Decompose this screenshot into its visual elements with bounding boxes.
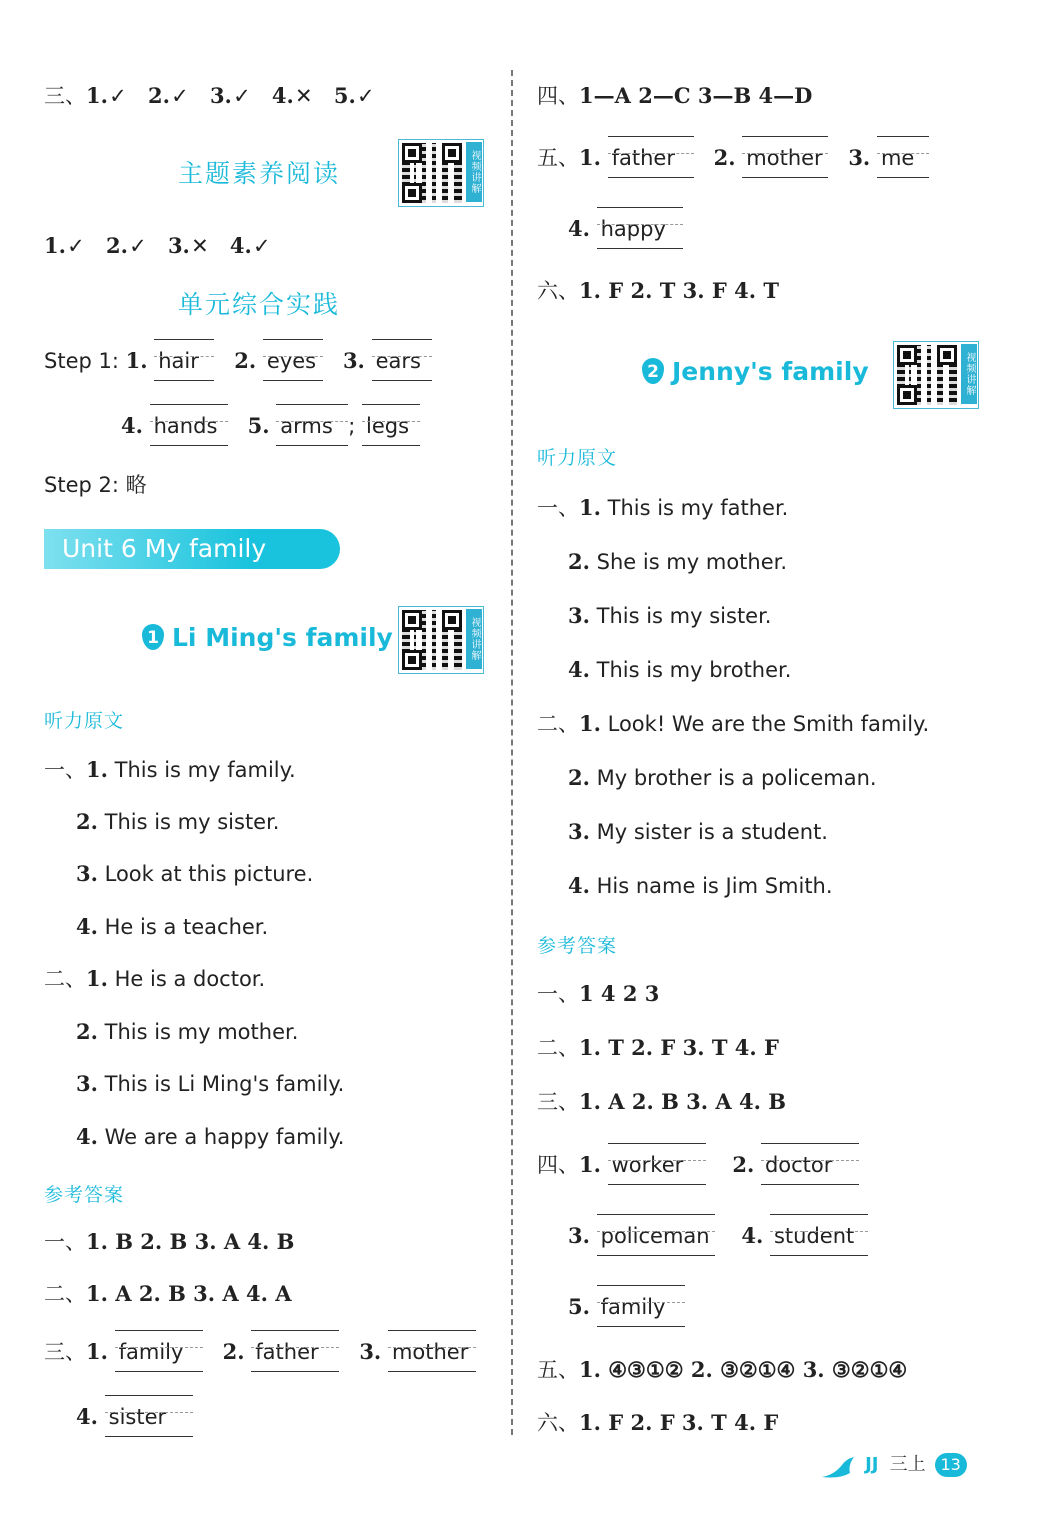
step1-label: Step 1: — [44, 349, 119, 373]
check-icon: ✓ — [67, 234, 85, 258]
ans-san-4 — [76, 1403, 193, 1431]
qr-code-icon[interactable] — [398, 606, 484, 674]
answer-word: father — [611, 146, 675, 170]
answer-blank — [115, 1338, 203, 1366]
listening-title: 听力原文 — [537, 447, 618, 469]
reading-row — [44, 232, 272, 260]
qr-corner — [897, 345, 917, 365]
qr-caption: 视频讲解 — [466, 142, 482, 202]
listen-yi-3 — [76, 860, 313, 888]
ans2-liu-row — [537, 1409, 778, 1437]
answer-blank — [597, 215, 683, 243]
sentence: My sister is a student. — [596, 820, 828, 844]
answer-word: hands — [153, 414, 218, 438]
listen-er-3 — [76, 1070, 344, 1098]
check-icon: ✓ — [109, 84, 127, 108]
answer-text: 1. F 2. T 3. F 4. T — [579, 278, 779, 303]
item-num: 1. — [579, 1152, 601, 1177]
item-num: 2. — [568, 765, 590, 790]
sentence: This is my sister. — [596, 604, 772, 628]
section-label: 五、 — [537, 146, 579, 170]
section-label: 二、 — [44, 967, 86, 991]
right-wu-row — [537, 144, 929, 172]
check-icon: ✓ — [171, 84, 189, 108]
answer-text: 1. ④③①② 2. ③②①④ 3. ③②①④ — [579, 1357, 908, 1382]
ans2-yi-row — [537, 980, 659, 1008]
item-num: 3. — [167, 233, 190, 258]
answer-text: 1. F 2. F 3. T 4. F — [579, 1410, 779, 1435]
footer-logo-text: JJ — [865, 1454, 879, 1475]
item-num: 1. — [125, 348, 148, 373]
answer-word: mother — [391, 1340, 469, 1364]
sentence: She is my mother. — [596, 550, 788, 574]
answer-text: 1—A 2—C 3—B 4—D — [579, 83, 813, 108]
item-num: 4. — [76, 914, 98, 939]
answer-word: me — [880, 146, 915, 170]
item-num: 2. — [147, 83, 170, 108]
lesson-title-text: Jenny's family — [672, 357, 869, 386]
sentence: My brother is a policeman. — [596, 766, 877, 790]
section-label: 三、 — [44, 1340, 86, 1364]
item-num: 3. — [568, 819, 590, 844]
answers-title: 参考答案 — [537, 935, 618, 957]
ans-yi-row — [44, 1228, 294, 1256]
section-label: 五、 — [537, 1358, 579, 1382]
item-num: 3. — [359, 1339, 382, 1364]
item-num: 1. — [579, 495, 601, 520]
sentence: This is my father. — [607, 496, 789, 520]
sentence: We are a happy family. — [104, 1125, 345, 1149]
answer-text: 1. T 2. F 3. T 4. F — [579, 1035, 779, 1060]
ans2-si-row1 — [537, 1151, 859, 1179]
item-num: 3. — [568, 1223, 590, 1248]
answer-text: 1. B 2. B 3. A 4. B — [86, 1229, 295, 1254]
step1-row1 — [44, 347, 432, 375]
sentence: He is a teacher. — [104, 915, 269, 939]
page-footer — [820, 1450, 967, 1484]
item-num: 1. — [86, 1339, 108, 1364]
answer-word: family — [118, 1340, 184, 1364]
check-icon: ✓ — [233, 84, 251, 108]
item-num: 4. — [568, 216, 590, 241]
item-num: 3. — [209, 83, 232, 108]
sentence: This is my mother. — [104, 1020, 299, 1044]
check-icon: ✓ — [253, 234, 271, 258]
step1-row2 — [121, 412, 420, 440]
answer-blank — [276, 412, 348, 440]
sentence: He is a doctor. — [114, 967, 266, 991]
answer-word: father — [255, 1340, 319, 1364]
qr-corner — [442, 143, 462, 163]
answer-text: 1. A 2. B 3. A 4. B — [579, 1089, 786, 1114]
listen-er-4 — [76, 1123, 344, 1151]
section-label: 四、 — [537, 84, 579, 108]
ans2-san-row — [537, 1088, 786, 1116]
lesson-number-badge: 1 — [142, 624, 164, 650]
answer-blank — [608, 1151, 706, 1179]
right-si-row — [537, 82, 812, 110]
item-num: 4. — [568, 657, 590, 682]
qr-corner — [402, 610, 422, 630]
item-num: 2. — [222, 1339, 245, 1364]
item-num: 5. — [247, 413, 270, 438]
listen-yi-4 — [76, 913, 268, 941]
item-num: 2. — [76, 809, 98, 834]
bird-logo-icon — [820, 1451, 860, 1481]
answer-word: mother — [746, 146, 823, 170]
listen2-yi-4 — [568, 656, 791, 684]
item-num: 4. — [568, 873, 590, 898]
page-number: 13 — [935, 1453, 967, 1477]
qr-corner — [402, 143, 422, 163]
qr-corner — [402, 650, 422, 670]
answer-blank — [105, 1403, 193, 1431]
sentence: This is my sister. — [104, 810, 280, 834]
section-label: 六、 — [537, 1411, 579, 1435]
cross-icon: ✕ — [191, 234, 209, 258]
answer-word: arms — [280, 414, 333, 438]
separator: ; — [348, 414, 356, 438]
answer-blank — [362, 412, 420, 440]
answers-title: 参考答案 — [44, 1184, 125, 1206]
answer-text: 1. A 2. B 3. A 4. A — [86, 1281, 292, 1306]
check-icon: ✓ — [129, 234, 147, 258]
answer-blank — [372, 347, 432, 375]
listen-er-2 — [76, 1018, 298, 1046]
listen2-er-2 — [568, 764, 877, 792]
answer-blank — [877, 144, 929, 172]
step2-line: Step 2: 略 — [44, 473, 147, 497]
section-label: 一、 — [44, 758, 86, 782]
qr-corner — [897, 385, 917, 405]
practice-title: 单元综合实践 — [178, 290, 341, 319]
answer-word: worker — [611, 1153, 684, 1177]
listen2-yi-1 — [537, 494, 788, 522]
section-label: 六、 — [537, 279, 579, 303]
lesson-1-title — [142, 623, 393, 652]
item-num: 4. — [76, 1404, 98, 1429]
answer-blank — [154, 347, 214, 375]
qr-code-icon[interactable] — [398, 139, 484, 207]
section-label: 二、 — [537, 1036, 579, 1060]
listen-yi-2 — [76, 808, 279, 836]
column-divider — [511, 70, 513, 1435]
item-num: 2. — [732, 1152, 755, 1177]
listen-yi-1 — [44, 756, 296, 784]
item-num: 3. — [342, 348, 365, 373]
section-label: 一、 — [44, 1230, 86, 1254]
check-icon: ✓ — [357, 84, 375, 108]
qr-corner — [442, 610, 462, 630]
answer-word: happy — [600, 217, 666, 241]
sentence: Look at this picture. — [104, 862, 314, 886]
lesson-title-text: Li Ming's family — [172, 623, 393, 652]
listen2-yi-3 — [568, 602, 771, 630]
listen2-er-1 — [537, 710, 929, 738]
item-num: 4. — [741, 1223, 764, 1248]
item-num: 2. — [568, 549, 590, 574]
item-num: 3. — [568, 603, 590, 628]
right-liu-row — [537, 277, 779, 305]
item-num: 3. — [76, 861, 98, 886]
item-num: 1. — [579, 145, 601, 170]
ans2-si-5 — [568, 1293, 685, 1321]
sentence: This is my family. — [114, 758, 296, 782]
sentence: This is my brother. — [596, 658, 792, 682]
answer-word: student — [773, 1224, 855, 1248]
ans2-wu-row — [537, 1356, 907, 1384]
ans-er-row — [44, 1280, 292, 1308]
qr-corner — [937, 345, 957, 365]
item-num: 2. — [713, 145, 736, 170]
answer-blank — [150, 412, 228, 440]
answer-blank — [597, 1293, 685, 1321]
listen2-er-4 — [568, 872, 833, 900]
answer-blank — [388, 1338, 476, 1366]
qr-code-icon[interactable] — [893, 341, 979, 409]
answer-word: policeman — [600, 1224, 710, 1248]
answer-text: 1 4 2 3 — [579, 981, 660, 1006]
section-label: 二、 — [44, 1282, 86, 1306]
listening-title: 听力原文 — [44, 710, 125, 732]
listen2-yi-2 — [568, 548, 787, 576]
item-num: 1. — [579, 711, 601, 736]
section-label: 二、 — [537, 712, 579, 736]
qr-caption: 视频讲解 — [466, 609, 482, 669]
ans-san-row — [44, 1338, 476, 1366]
item-num: 2. — [234, 348, 257, 373]
item-num: 1. — [86, 757, 108, 782]
answer-blank — [251, 1338, 339, 1366]
cross-icon: ✕ — [295, 84, 313, 108]
item-num: 4. — [76, 1124, 98, 1149]
right-wu-4 — [568, 215, 683, 243]
answer-blank — [770, 1222, 868, 1250]
answer-blank — [597, 1222, 715, 1250]
unit-banner: Unit 6 My family — [44, 529, 340, 569]
answer-word: legs — [366, 414, 410, 438]
sentence: His name is Jim Smith. — [596, 874, 833, 898]
item-num: 5. — [333, 83, 356, 108]
answer-word: eyes — [266, 349, 317, 373]
answer-blank — [608, 144, 694, 172]
section-label: 四、 — [537, 1153, 579, 1177]
item-num: 4. — [229, 233, 252, 258]
qr-corner — [402, 183, 422, 203]
answer-word: hair — [158, 349, 199, 373]
left-san-row — [44, 82, 376, 110]
section-label: 一、 — [537, 982, 579, 1006]
item-num: 1. — [86, 83, 108, 108]
sentence: This is Li Ming's family. — [104, 1072, 345, 1096]
reading-title: 主题素养阅读 — [178, 159, 341, 188]
section-label: 一、 — [537, 496, 579, 520]
item-num: 5. — [568, 1294, 590, 1319]
item-num: 3. — [76, 1071, 98, 1096]
listen2-er-3 — [568, 818, 828, 846]
lesson-number-badge: 2 — [642, 358, 664, 384]
answer-word: sister — [108, 1405, 167, 1429]
answer-blank — [761, 1151, 859, 1179]
answer-word: doctor — [764, 1153, 833, 1177]
answer-blank — [263, 347, 323, 375]
item-num: 4. — [121, 413, 143, 438]
qr-caption: 视频讲解 — [961, 344, 977, 404]
item-num: 1. — [44, 233, 66, 258]
item-num: 4. — [271, 83, 294, 108]
footer-grade: 三上 — [889, 1454, 926, 1475]
ans2-si-row2 — [568, 1222, 868, 1250]
sentence: Look! We are the Smith family. — [607, 712, 930, 736]
item-num: 2. — [105, 233, 128, 258]
item-num: 1. — [86, 966, 108, 991]
lesson-2-title — [642, 357, 869, 386]
item-num: 3. — [848, 145, 871, 170]
answer-blank — [742, 144, 828, 172]
ans2-er-row — [537, 1034, 779, 1062]
section-label: 三、 — [44, 84, 86, 108]
item-num: 2. — [76, 1019, 98, 1044]
listen-er-1 — [44, 965, 265, 993]
section-label: 三、 — [537, 1090, 579, 1114]
answer-word: family — [600, 1295, 666, 1319]
answer-word: ears — [375, 349, 421, 373]
